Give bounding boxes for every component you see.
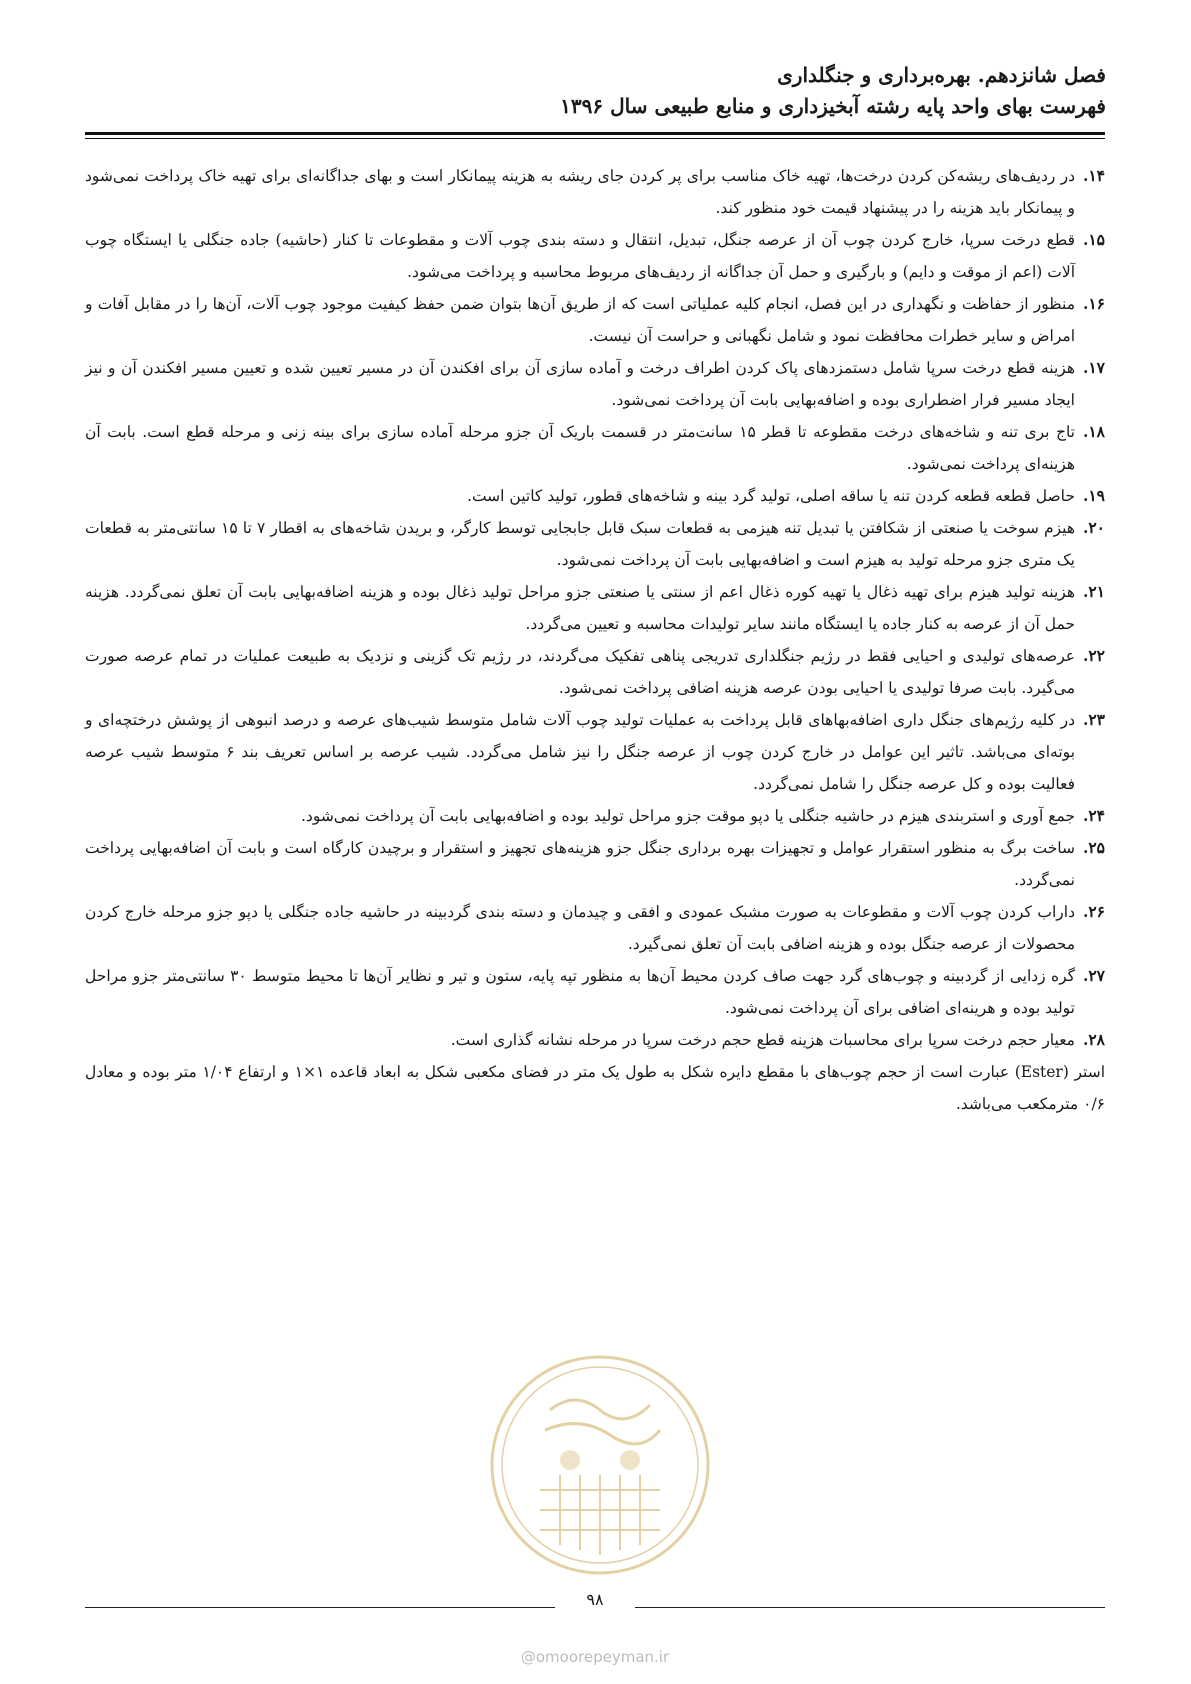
watermark-seal-icon — [480, 1350, 720, 1580]
item-text: هزینه قطع درخت سرپا شامل دستمزدهای پاک کردن اطراف درخت و آماده سازی آن برای افکندن آن در مسیر تعیین شده و تعیین مسیر افکندن آن و نیز ایجاد مسیر فرار اضطراری بوده و اضافه‌بهایی بابت آن پرداخت نمی‌شود. — [85, 359, 1076, 409]
footer-rule-right — [635, 1607, 1105, 1608]
item-number: ۱۸. — [1082, 422, 1105, 441]
item-number: ۲۰. — [1082, 518, 1105, 537]
chapter-title: فصل شانزدهم. بهره‌برداری و جنگلداری — [777, 63, 1106, 87]
item-text: عرصه‌های تولیدی و احیایی فقط در رژیم جنگلداری تدریجی پناهی تفکیک می‌گردند، در رژیم تک گزینی و نزدیک به طبیعت عملیات در تمام عرصه صورت می‌گیرد. بابت صرفا تولیدی یا احیایی بودن عرصه هزینه اضافی پرداخت نمی‌شود. — [85, 647, 1075, 697]
item-number: ۲۳. — [1082, 710, 1105, 729]
page-number: ۹۸ — [586, 1590, 604, 1609]
item-text: در ردیف‌های ریشه‌کن کردن درخت‌ها، تهیه خاک مناسب برای پر کردن جای ریشه به هزینه پیمانکار است و بهای جداگانه‌ای برای تهیه خاک پرداخت نمی‌شود و پیمانکار باید هزینه را در پیشنهاد قیمت خود منظور کند. — [85, 167, 1075, 217]
header-rule-thin — [85, 138, 1105, 139]
item-number: ۲۲. — [1082, 646, 1105, 665]
item-text: ساخت برگ به منظور استقرار عوامل و تجهیزات بهره برداری جنگل جزو هزینه‌های تجهیز و استقرار و برچیدن کارگاه است و بابت آن اضافه‌بهایی پرداخت نمی‌گردد. — [85, 839, 1075, 889]
item-text: منظور از حفاظت و نگهداری در این فصل، انجام کلیه عملیاتی است که از طریق آن‌ها بتوان ضمن حفظ کیفیت موجود چوب آلات، آن‌ها را در مقابل آفات و امراض و سایر خطرات محافظت نمود و شامل نگهبانی و حراست آن نیست. — [85, 295, 1075, 345]
list-item — [85, 576, 1105, 640]
page-header — [86, 60, 1106, 122]
list-item — [85, 832, 1105, 896]
item-number: ۲۶. — [1082, 902, 1105, 921]
item-number: ۲۱. — [1082, 582, 1105, 601]
list-item — [85, 416, 1105, 480]
item-text: جمع آوری و استربندی هیزم در حاشیه جنگلی یا دپو موقت جزو مراحل تولید بوده و اضافه‌بهایی بابت آن پرداخت نمی‌شود. — [300, 807, 1075, 825]
item-number: ۱۷. — [1082, 358, 1105, 377]
item-text: هزینه تولید هیزم برای تهیه ذغال یا تهیه کوره ذغال اعم از سنتی یا صنعتی جزو مراحل تولید ذغال بوده و هزینه اضافه‌بهایی بابت آن تعلق نمی‌گردد. هزینه حمل آن از عرصه به کنار جاده یا ایستگاه مانند سایر تولیدات محاسبه و تعیین می‌گردد. — [85, 583, 1075, 633]
item-number: ۱۵. — [1082, 230, 1105, 249]
list-item — [85, 896, 1105, 960]
list-item — [85, 512, 1105, 576]
item-text: هیزم سوخت یا صنعتی از شکافتن یا تبدیل تنه هیزمی به قطعات سبک قابل جابجایی توسط کارگر، و بریدن شاخه‌های به اقطار ۷ تا ۱۵ سانتی‌متر به قطعات یک متری جزو مرحله تولید به هیزم است و اضافه‌بهایی بابت آن پرداخت نمی‌شود. — [85, 519, 1075, 569]
item-text: تاج بری تنه و شاخه‌های درخت مقطوعه تا قطر ۱۵ سانت‌متر در قسمت باریک آن جزو مرحله آماده سازی برای بینه زنی و مرحله قطع است. بابت آن هزینه‌ای پرداخت نمی‌شود. — [85, 423, 1075, 473]
list-item — [85, 160, 1105, 224]
list-item — [85, 960, 1105, 1024]
website-watermark: @omoorepeyman.ir — [520, 1648, 670, 1666]
item-number: ۲۸. — [1082, 1030, 1105, 1049]
item-number: ۱۴. — [1082, 166, 1105, 185]
list-item — [85, 800, 1105, 832]
list-item — [85, 224, 1105, 288]
list-item — [85, 480, 1105, 512]
document-subtitle: فهرست بهای واحد پایه رشته آبخیزداری و منابع طبیعی سال ۱۳۹۶ — [560, 94, 1106, 118]
item-number: ۲۷. — [1082, 966, 1105, 985]
item-text: گره زدایی از گردبینه و چوب‌های گرد جهت صاف کردن محیط آن‌ها به منظور تپه پایه، ستون و تیر و نظایر آن‌ها تا محیط متوسط ۳۰ سانتی‌متر جزو مراحل تولید بوده و هرینه‌ای اضافی برای آن پرداخت نمی‌شود. — [85, 967, 1075, 1017]
item-number: ۱۶. — [1082, 294, 1105, 313]
list-item — [85, 288, 1105, 352]
item-text: حاصل قطعه قطعه کردن تنه یا ساقه اصلی، تولید گرد بینه و شاخه‌های قطور، تولید کاتین است. — [467, 487, 1075, 505]
item-text: در کلیه رژیم‌های جنگل داری اضافه‌بهاهای قابل پرداخت به عملیات تولید چوب آلات شامل متوسط شیب‌های عرصه و درصد انبوهی از پوشش درختچه‌ای و بوته‌ای می‌باشد. تاثیر این عوامل در خارج کردن چوب از عرصه جنگل را نیز شامل می‌گردد. شیب عرصه بر اساس تعریف بند ۶ متوسط شیب عرصه فعالیت بوده و کل عرصه جنگل را شامل نمی‌گردد. — [85, 711, 1076, 793]
ester-definition-note: استر (Ester) عبارت است از حجم چوب‌های با مقطع دایره شکل به طول یک متر در فضای مکعبی شکل به ابعاد قاعده ۱×۱ و ارتفاع ۱/۰۴ متر بوده و معادل ۰/۶ مترمکعب می‌باشد. — [85, 1063, 1106, 1113]
item-text: داراب کردن چوب آلات و مقطوعات به صورت مشبک عمودی و افقی و چیدمان و دسته بندی گردبینه در حاشیه جاده جنگلی یا دپو جزو مرحله خارج کردن محصولات از عرصه جنگل بوده و هزینه اضافی بابت آن تعلق نمی‌گیرد. — [85, 903, 1075, 953]
item-number: ۱۹. — [1082, 486, 1105, 505]
list-item — [85, 1024, 1105, 1056]
list-item — [85, 640, 1105, 704]
item-number: ۲۴. — [1082, 806, 1105, 825]
list-item — [85, 352, 1105, 416]
header-rule-thick — [85, 132, 1105, 135]
content-body — [85, 160, 1105, 1120]
item-number: ۲۵. — [1082, 838, 1105, 857]
list-item — [85, 704, 1105, 800]
item-text: قطع درخت سرپا، خارج کردن چوب آن از عرصه جنگل، تبدیل، انتقال و دسته بندی چوب آلات و مقطوعات تا کنار (حاشیه) جاده جنگلی یا ایستگاه چوب آلات (اعم از موقت و دایم) و بارگیری و حمل آن جداگانه از ردیف‌های مربوط محاسبه و پرداخت می‌شود. — [85, 231, 1075, 281]
footer-rule-left — [85, 1607, 555, 1608]
item-text: معیار حجم درخت سرپا برای محاسبات هزینه قطع حجم درخت سرپا در مرحله نشانه گذاری است. — [450, 1031, 1075, 1049]
